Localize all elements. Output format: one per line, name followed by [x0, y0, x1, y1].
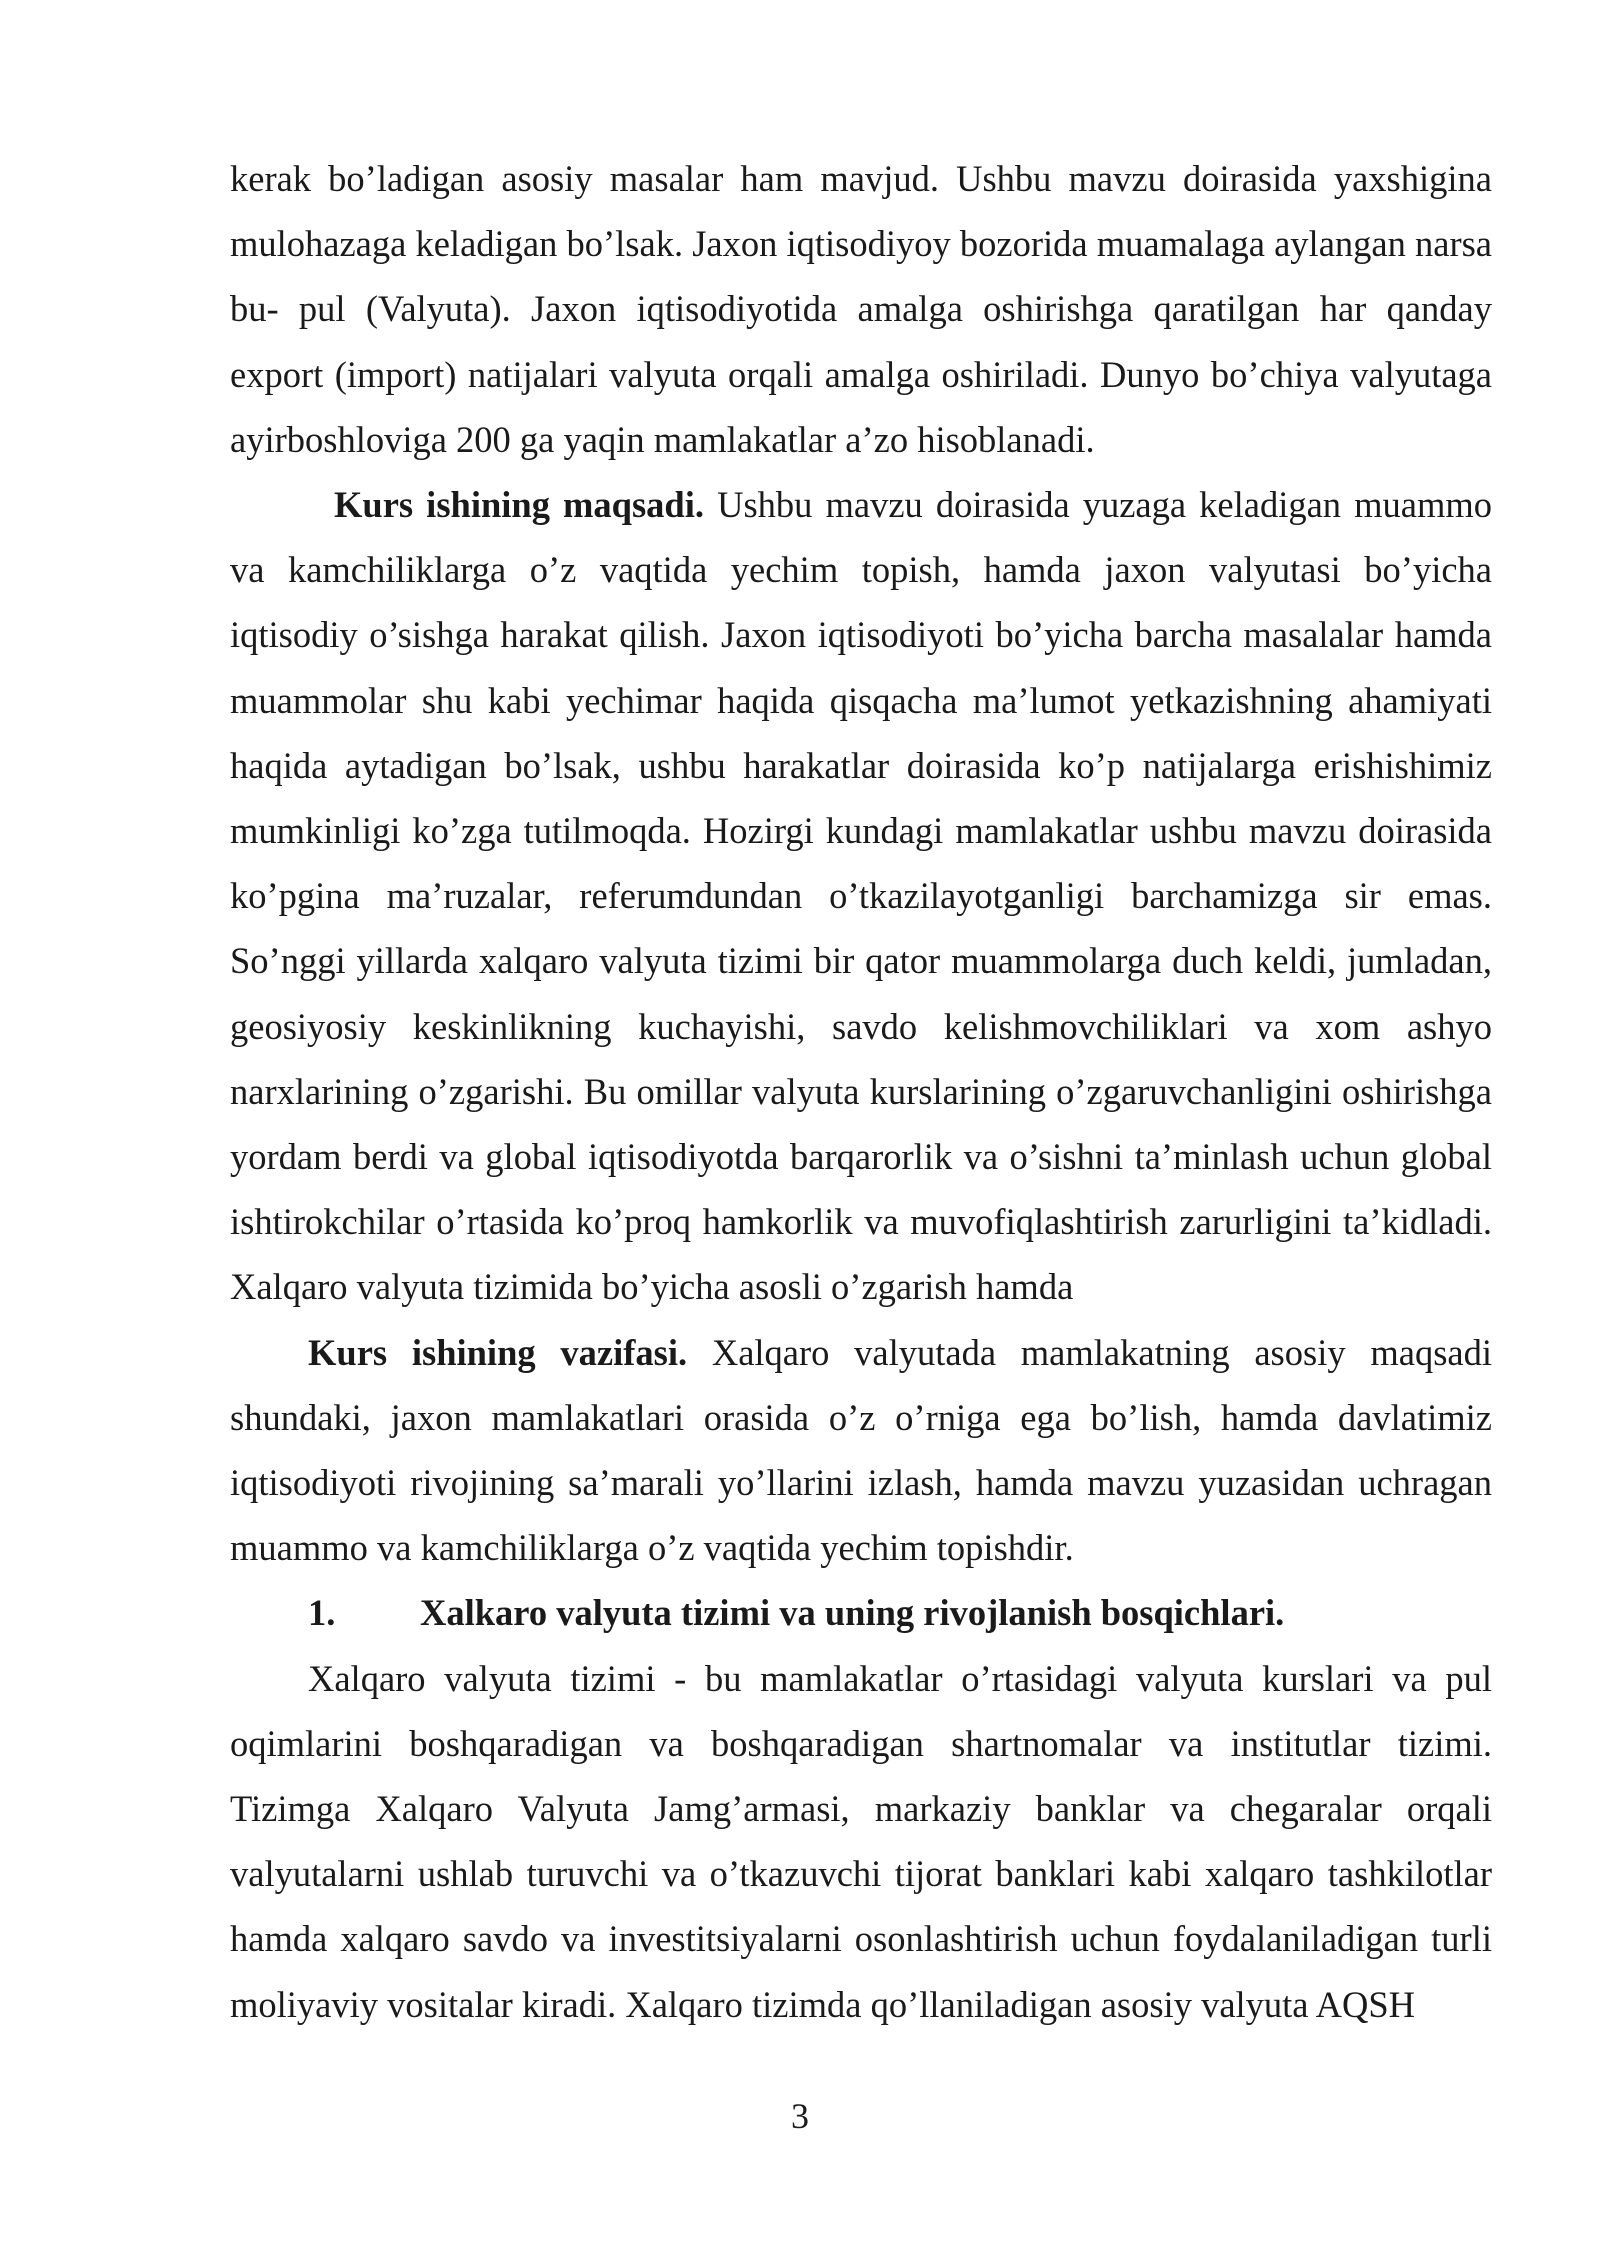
paragraph-intro-continuation: kerak bo’ladigan asosiy masalar ham mavjud. Ushbu mavzu doirasida yaxshigina mulohazaga keladigan bo’lsak. Jaxon iqtisodiyoy bozorida muamalaga aylangan narsa bu- pul (Valyuta). Jaxon iqtisodiyotida amalga oshirishga qaratilgan har qanday export (import) natijalari valyuta orqali amalga oshiriladi. Dunyo bo’chiya valyutaga ayirboshloviga 200 ga yaqin mamlakatlar a’zo hisoblanadi. — [230, 158, 1492, 460]
course-goal-text: Ushbu mavzu doirasida yuzaga keladigan muammo va kamchiliklarga o’z vaqtida yechim topish, hamda jaxon valyutasi bo’yicha iqtisodiy o’sishga harakat qilish. Jaxon iqtisodiyoti bo’yicha barcha masalalar hamda muammolar shu kabi yechimar haqida qisqacha ma’lumot yetkazishning ahamiyati haqida aytadigan bo’lsak, ushbu harakatlar doirasida ko’p natijalarga erishishimiz mumkinligi ko’zga tutilmoqda. Hozirgi kundagi mamlakatlar ushbu mavzu doirasida ko’pgina ma’ruzalar, referumdundan o’tkazilayotganligi barchamizga sir emas. So’nggi yillarda xalqaro valyuta tizimi bir qator muammolarga duch keldi, jumladan, geosiyosiy keskinlikning kuchayishi, savdo kelishmovchiliklari va xom ashyo narxlarining o’zgarishi. Bu omillar valyuta kurslarining o’zgaruvchanligini oshirishga yordam berdi va global iqtisodiyotda barqarorlik va o’sishni ta’minlash uchun global ishtirokchilar o’rtasida ko’proq hamkorlik va muvofiqlashtirish zarurligini ta’kidladi. Xalqaro valyuta tizimida bo’yicha asosli o’zgarish hamda — [230, 484, 1492, 1308]
course-tasks-heading: Kurs ishining vazifasi. — [308, 1331, 688, 1373]
paragraph-course-tasks — [230, 1320, 1492, 1581]
course-tasks-text: Xalqaro valyutada mamlakatning asosiy maqsadi shundaki, jaxon mamlakatlari orasida o’z o’rniga ega bo’lish, hamda davlatimiz iqtisodiyoti rivojining sa’marali yo’llarini izlash, hamda mavzu yuzasidan uchragan muammo va kamchiliklarga o’z vaqtida yechim topishdir. — [230, 1331, 1492, 1569]
paragraph-monetary-system: Xalqaro valyuta tizimi - bu mamlakatlar o’rtasidagi valyuta kurslari va pul oqimlarini boshqaradigan va boshqaradigan shartnomalar va institutlar tizimi. Tizimga Xalqaro Valyuta Jamg’armasi, markaziy banklar va chegaralar orqali valyutalarni ushlab turuvchi va o’tkazuvchi tijorat banklari kabi xalqaro tashkilotlar hamda xalqaro savdo va investitsiyalarni osonlashtirish uchun foydalaniladigan turli moliyaviy vositalar kiradi. Xalqaro tizimda qo’llaniladigan asosiy valyuta AQSH — [230, 1657, 1492, 2025]
course-goal-heading: Kurs ishining maqsadi. — [334, 484, 705, 526]
document-body — [230, 146, 1492, 2037]
section-number: 1. — [308, 1592, 336, 1634]
page-number: 3 — [791, 2096, 809, 2136]
section-heading — [230, 1580, 1492, 1645]
section-title: Xalkaro valyuta tizimi va uning rivojlanish bosqichlari. — [420, 1592, 1285, 1634]
paragraph-course-goal — [230, 472, 1492, 1320]
